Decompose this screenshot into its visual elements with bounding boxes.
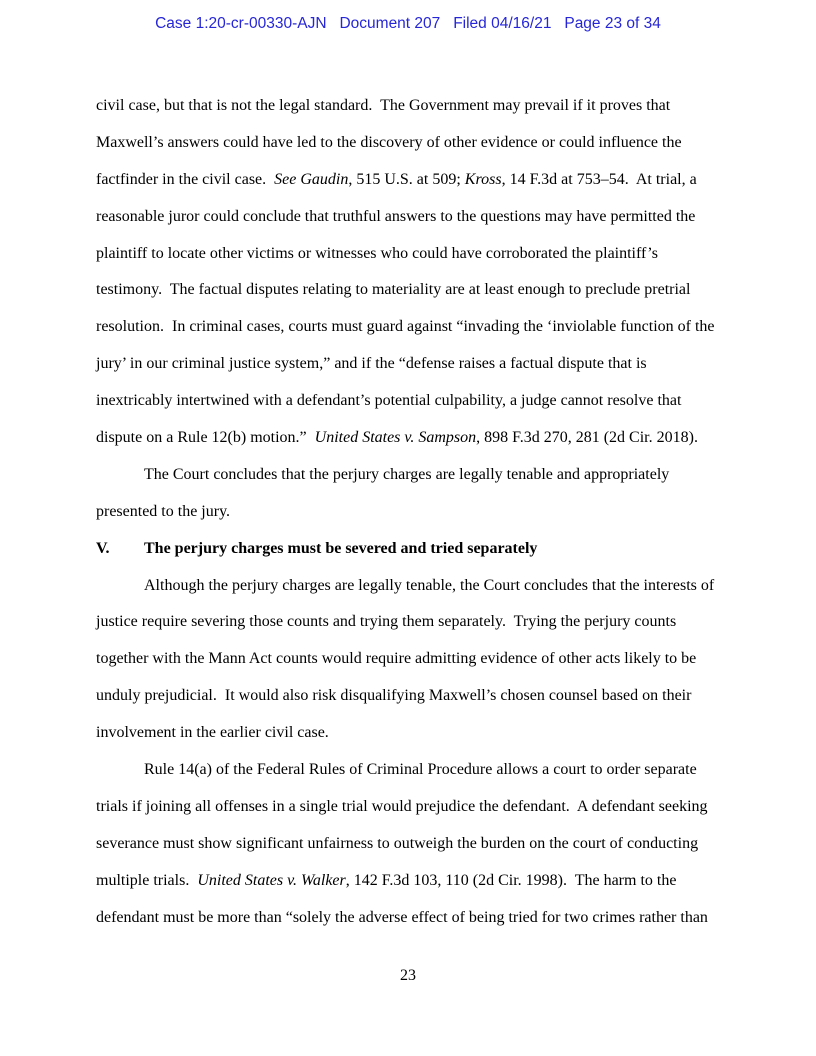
text-segment: dispute on a Rule 12(b) motion.”	[96, 429, 315, 447]
text-segment: , 14 F.3d at 753–54. At trial, a	[501, 170, 697, 188]
text-line	[96, 162, 720, 199]
text-line	[96, 383, 720, 420]
text-line	[96, 272, 720, 309]
text-segment: together with the Mann Act counts would require admitting evidence of other acts likely to be	[96, 650, 697, 668]
text-line	[96, 900, 720, 937]
text-line	[96, 641, 720, 678]
text-segment: inextricably intertwined with a defendant’s potential culpability, a judge cannot resolve that	[96, 392, 682, 410]
text-segment: presented to the jury.	[96, 502, 231, 520]
text-segment: justice require severing those counts and trying them separately. Trying the perjury counts	[96, 613, 677, 631]
text-line	[96, 199, 720, 236]
text-line	[96, 236, 720, 273]
text-segment: plaintiff to locate other victims or witnesses who could have corroborated the plaintiff’s	[96, 244, 658, 262]
text-segment: testimony. The factual disputes relating to materiality are at least enough to preclude pretrial	[96, 281, 691, 299]
text-line	[96, 346, 720, 383]
text-segment: , 142 F.3d 103, 110 (2d Cir. 1998). The harm to the	[345, 871, 677, 889]
section-heading	[96, 531, 720, 568]
text-line	[96, 309, 720, 346]
text-line	[96, 125, 720, 162]
text-line	[96, 678, 720, 715]
text-segment: Rule 14(a) of the Federal Rules of Criminal Procedure allows a court to order separate	[144, 761, 697, 779]
text-segment: trials if joining all offenses in a single trial would prejudice the defendant. A defendant seeking	[96, 797, 708, 815]
text-segment: , 515 U.S. at 509;	[348, 170, 465, 188]
text-segment: , 898 F.3d 270, 281 (2d Cir. 2018).	[476, 429, 698, 447]
text-segment: reasonable juror could conclude that truthful answers to the questions may have permitted the	[96, 207, 696, 225]
section-number: V.	[96, 539, 110, 557]
case-citation: United States v. Sampson	[314, 429, 477, 447]
text-line	[96, 568, 720, 605]
text-line	[96, 826, 720, 863]
text-line	[96, 789, 720, 826]
text-line	[96, 604, 720, 641]
text-line	[96, 420, 720, 457]
page-number: 23	[400, 967, 416, 984]
document-body	[96, 88, 720, 936]
text-segment: Maxwell’s answers could have led to the discovery of other evidence or could influence the	[96, 133, 682, 151]
text-segment: involvement in the earlier civil case.	[96, 724, 329, 742]
case-citation: United States v. Walker	[197, 871, 346, 889]
text-segment: jury’ in our criminal justice system,” and if the “defense raises a factual dispute that is	[96, 355, 647, 373]
text-line	[96, 752, 720, 789]
text-segment: The perjury charges must be severed and tried separately	[144, 539, 538, 557]
text-line	[96, 457, 720, 494]
text-segment: resolution. In criminal cases, courts must guard against “invading the ‘inviolable function of the	[96, 318, 715, 336]
text-line	[96, 88, 720, 125]
case-citation: See Gaudin	[274, 170, 349, 188]
text-segment: factfinder in the civil case.	[96, 170, 275, 188]
text-segment: civil case, but that is not the legal standard. The Government may prevail if it proves that	[96, 97, 671, 114]
text-segment: The Court concludes that the perjury charges are legally tenable and appropriately	[144, 465, 670, 483]
text-segment: severance must show significant unfairness to outweigh the burden on the court of conducting	[96, 834, 699, 852]
text-segment: multiple trials.	[96, 871, 198, 889]
text-segment: defendant must be more than “solely the adverse effect of being tried for two crimes rather than	[96, 908, 708, 926]
case-citation: Kross	[464, 170, 502, 188]
text-segment: unduly prejudicial. It would also risk disqualifying Maxwell’s chosen counsel based on their	[96, 687, 692, 705]
text-line	[96, 715, 720, 752]
text-line	[96, 863, 720, 900]
ecf-header-stamp: Case 1:20-cr-00330-AJN Document 207 Filed 04/16/21 Page 23 of 34	[155, 15, 661, 32]
text-segment: Although the perjury charges are legally tenable, the Court concludes that the interests of	[144, 576, 715, 594]
text-line	[96, 494, 720, 531]
